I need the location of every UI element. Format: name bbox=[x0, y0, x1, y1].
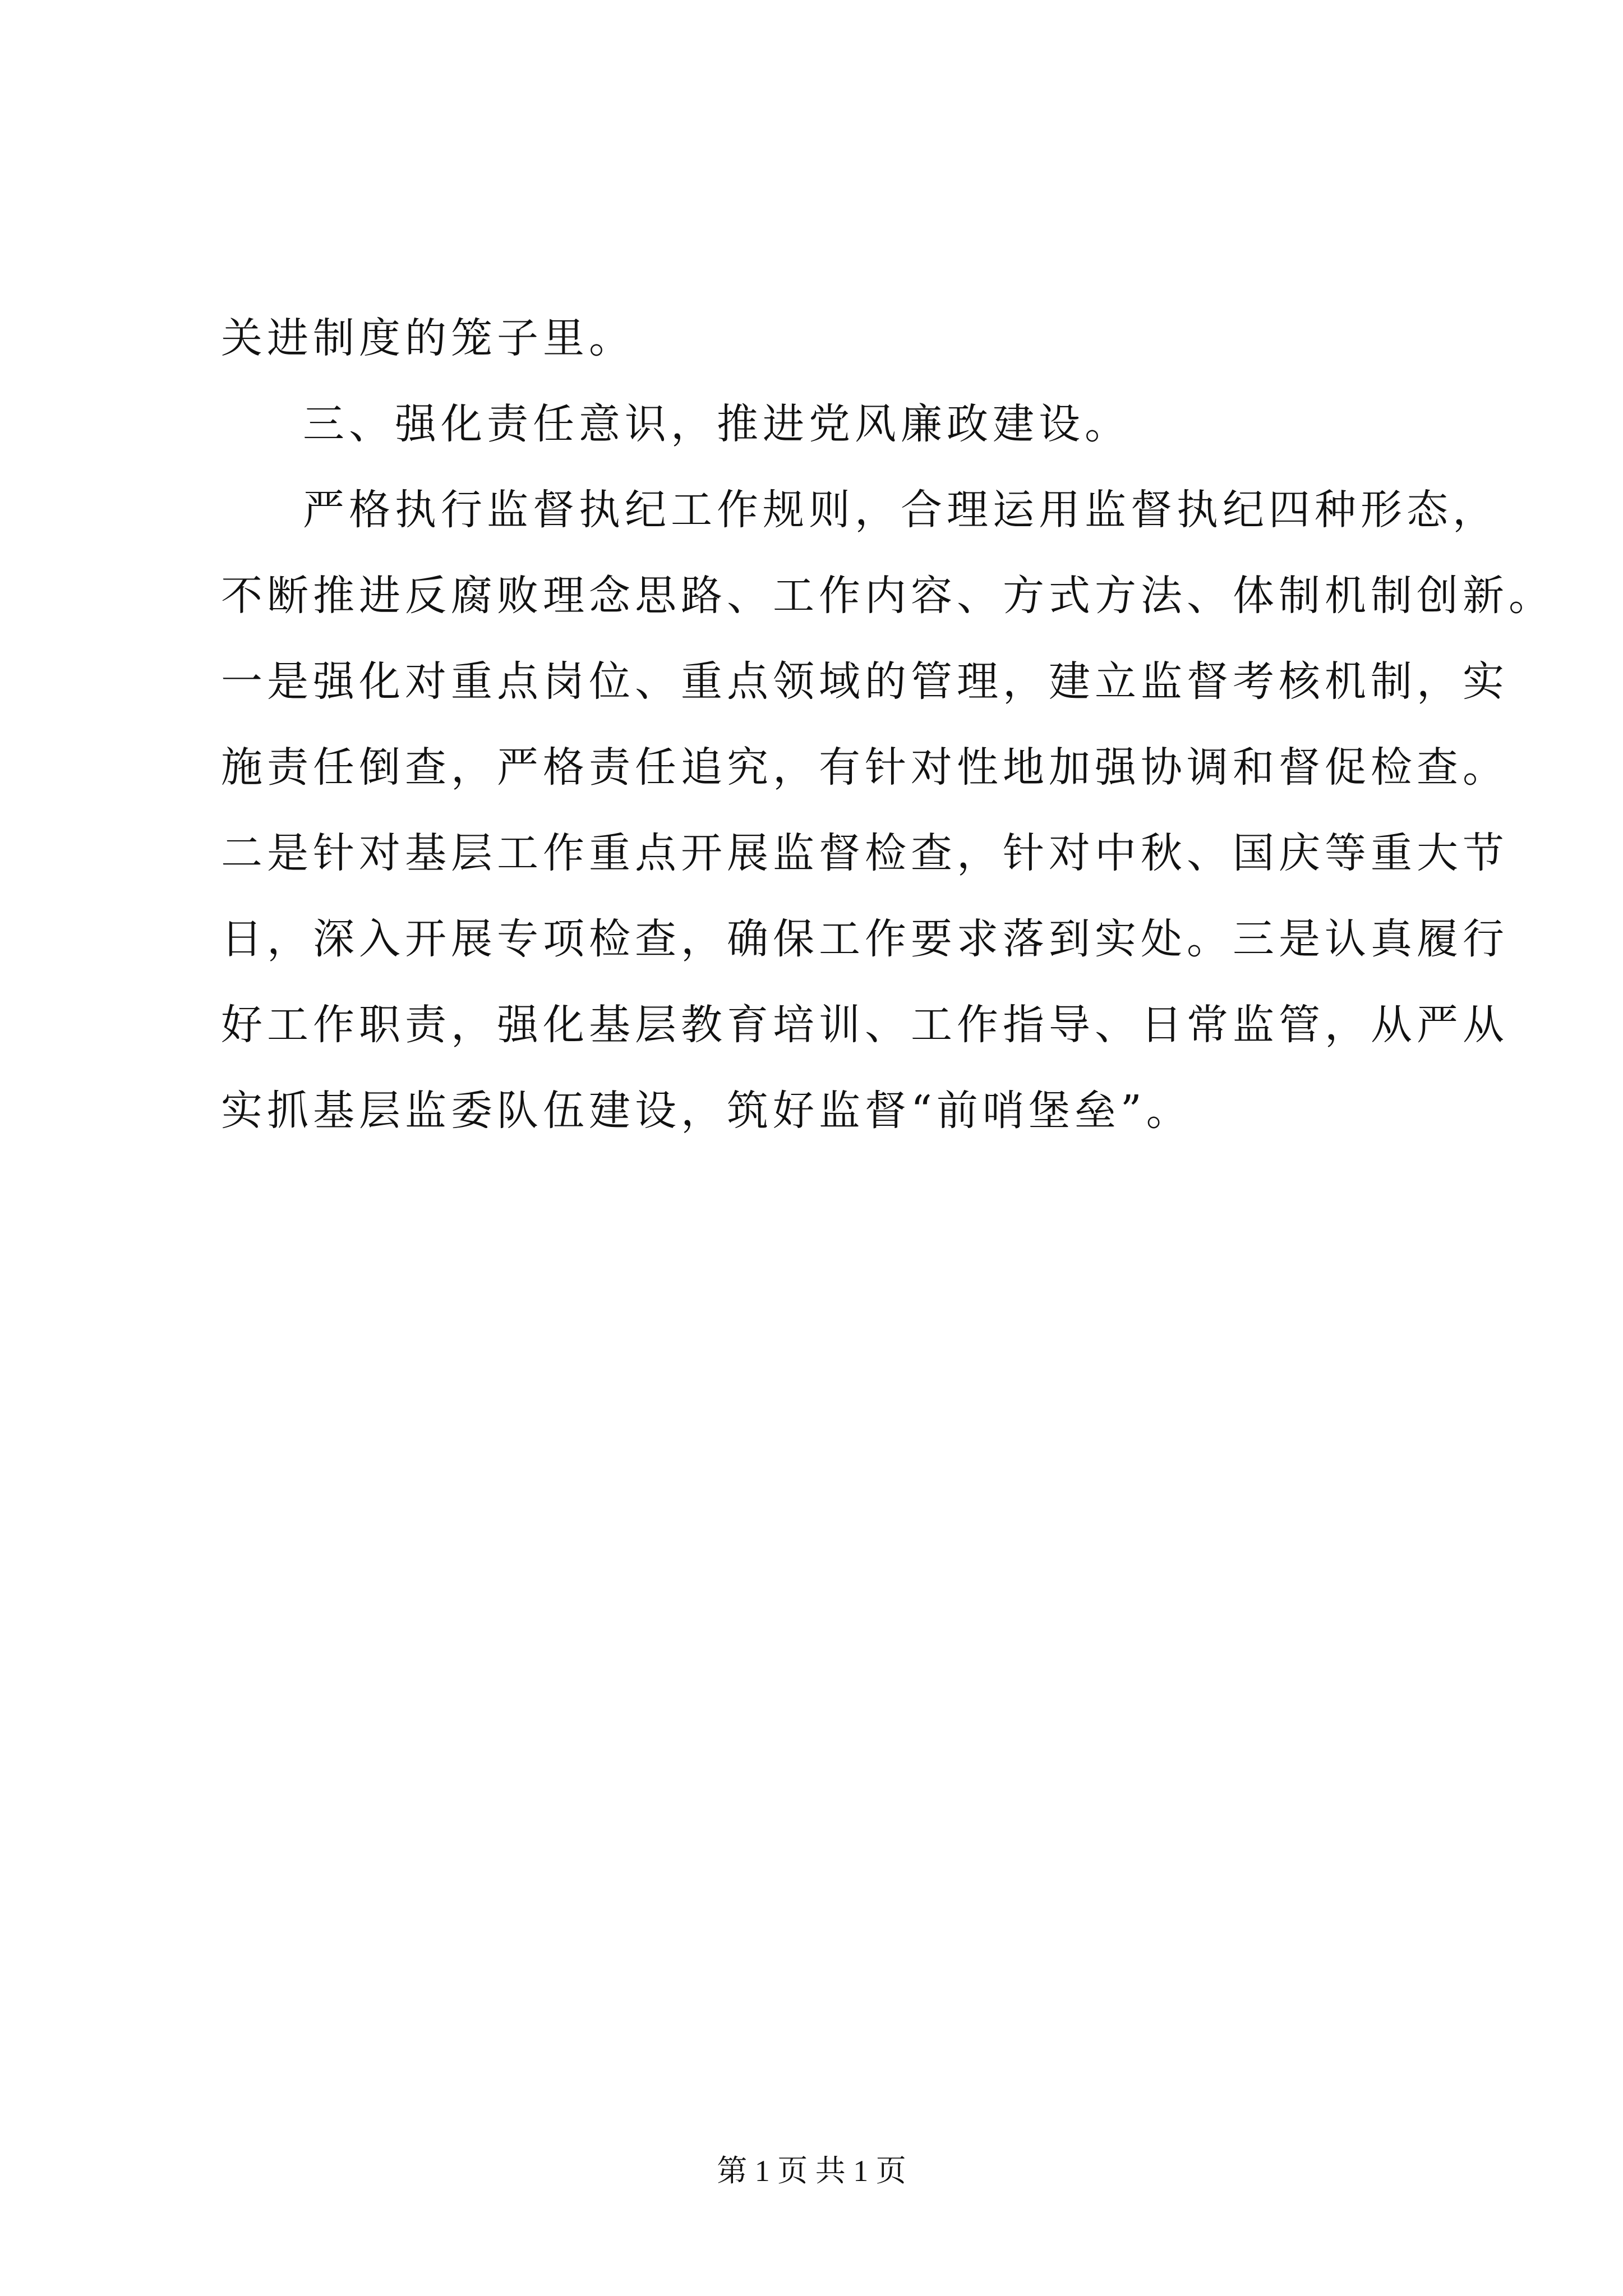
paragraph-line-1: 严格执行监督执纪工作规则，合理运用监督执纪四种形态， bbox=[303, 486, 1498, 534]
section-heading: 三、强化责任意识，推进党风廉政建设。 bbox=[303, 400, 1131, 448]
paragraph-line-6: 日，深入开展专项检查，确保工作要求落到实处。三是认真履行 bbox=[221, 915, 1509, 963]
paragraph-line-5: 二是针对基层工作重点开展监督检查，针对中秋、国庆等重大节 bbox=[221, 829, 1509, 877]
paragraph-line-4: 施责任倒查，严格责任追究，有针对性地加强协调和督促检查。 bbox=[221, 743, 1509, 792]
paragraph-line-2: 不断推进反腐败理念思路、工作内容、方式方法、体制机制创新。 bbox=[221, 572, 1555, 620]
paragraph-line-7: 好工作职责，强化基层教育培训、工作指导、日常监管，从严从 bbox=[221, 1001, 1509, 1049]
paragraph-line-8: 实抓基层监委队伍建设，筑好监督“前哨堡垒”。 bbox=[221, 1087, 1192, 1135]
paragraph-line-3: 一是强化对重点岗位、重点领域的管理，建立监督考核机制，实 bbox=[221, 657, 1509, 706]
page-footer: 第 1 页 共 1 页 bbox=[717, 2154, 906, 2188]
text-line-1: 关进制度的笼子里。 bbox=[221, 314, 635, 362]
